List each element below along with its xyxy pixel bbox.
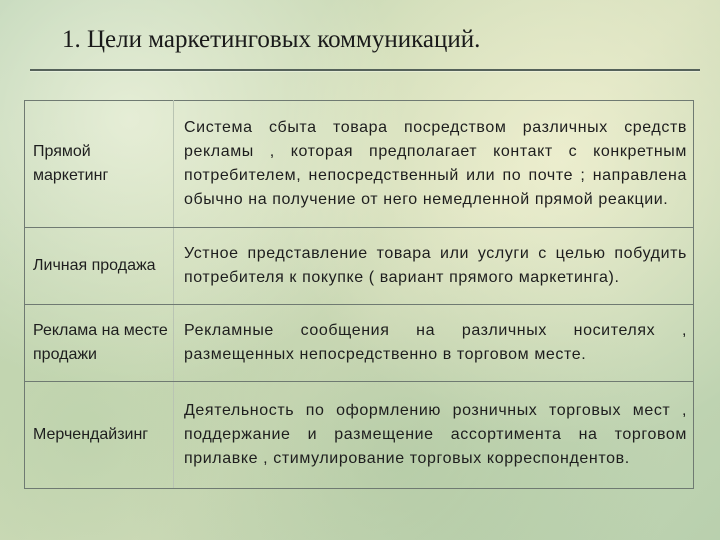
table-row: [25, 101, 694, 228]
term-cell: Реклама на месте продажи: [25, 305, 174, 382]
term-cell: Мерчендайзинг: [25, 382, 174, 489]
table-row: [25, 382, 694, 489]
description-cell: Рекламные сообщения на различных носителях , размещенных непосредственно в торговом месте.: [174, 305, 694, 382]
table-row: [25, 228, 694, 305]
slide-title: 1. Цели маркетинговых коммуникаций.: [62, 26, 481, 53]
description-cell: Устное представление товара или услуги с целью побудить потребителя к покупке ( вариант прямого маркетинга).: [174, 228, 694, 305]
description-cell: Система сбыта товара посредством различных средств рекламы , которая предполагает контакт с конкретным потребителем, непосредственный или по почте ; направлена обычно на получение от него немедленной прямой реакции.: [174, 101, 694, 228]
title-divider: [30, 69, 700, 71]
table-row: [25, 305, 694, 382]
term-cell: Прямой маркетинг: [25, 101, 174, 228]
goals-table: [24, 100, 694, 489]
description-cell: Деятельность по оформлению розничных торговых мест , поддержание и размещение ассортимента на торговом прилавке , стимулирование торговых корреспондентов.: [174, 382, 694, 489]
term-cell: Личная продажа: [25, 228, 174, 305]
